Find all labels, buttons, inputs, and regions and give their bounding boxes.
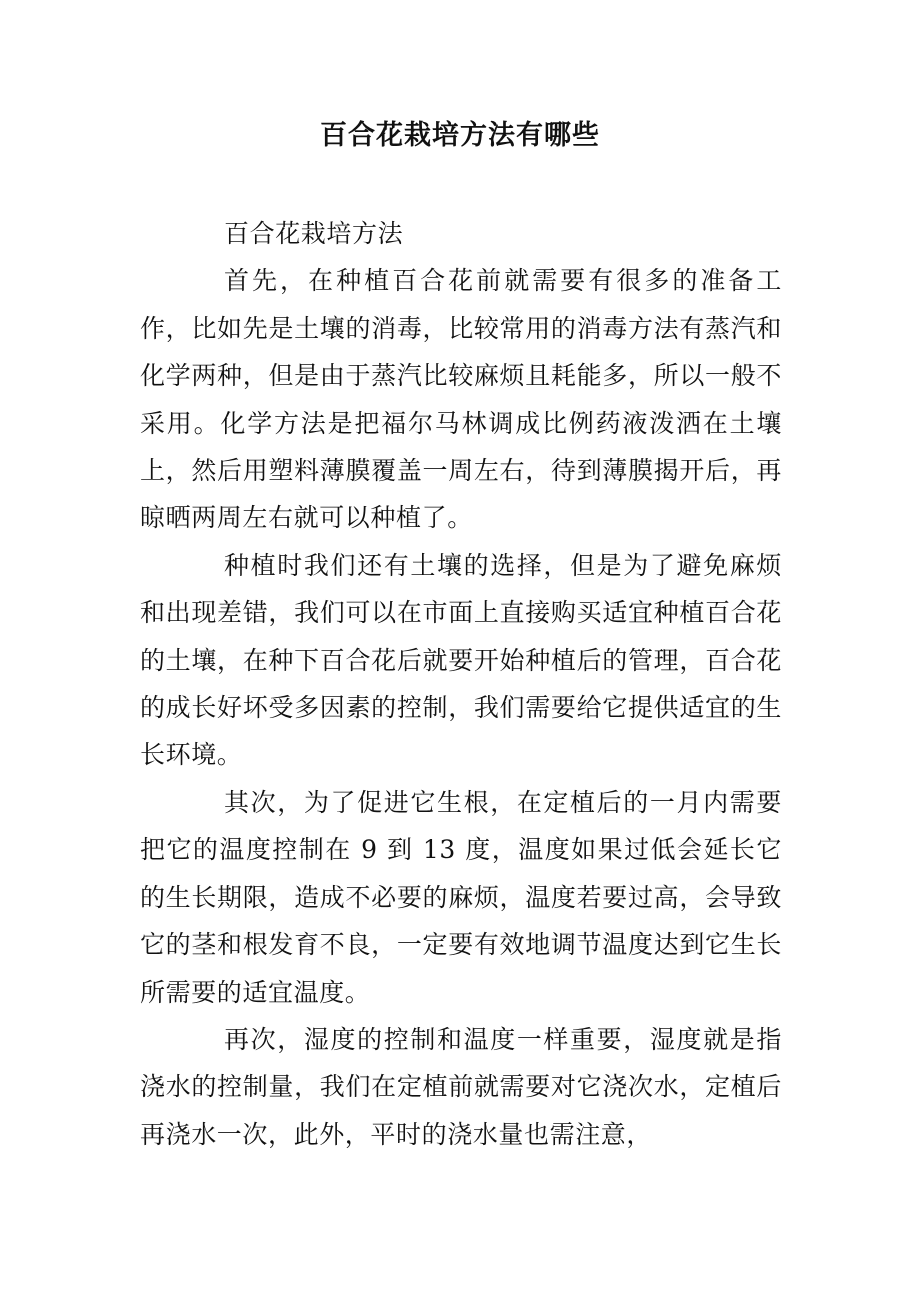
- page-title: 百合花栽培方法有哪些: [320, 120, 600, 151]
- document-body: [140, 210, 782, 1158]
- paragraph-soil-selection: 种植时我们还有土壤的选择，但是为了避免麻烦和出现差错，我们可以在市面上直接购买适宜种植百合花的土壤，在种下百合花后就要开始种植后的管理，百合花的成长好坏受多因素的控制，我们需要给它提供适宜的生长环境。: [140, 550, 782, 770]
- section-heading: 百合花栽培方法: [224, 219, 404, 248]
- paragraph-temperature: 其次，为了促进它生根，在定植后的一月内需要把它的温度控制在 9 到 13 度，温度如果过低会延长它的生长期限，造成不必要的麻烦，温度若要过高，会导致它的茎和根发育不良，一定要有效地调节温度达到它生长所需要的适宜温度。: [140, 787, 782, 1007]
- paragraph-preparation: 首先，在种植百合花前就需要有很多的准备工作，比如先是土壤的消毒，比较常用的消毒方法有蒸汽和化学两种，但是由于蒸汽比较麻烦且耗能多，所以一般不采用。化学方法是把福尔马林调成比例药液泼洒在土壤上，然后用塑料薄膜覆盖一周左右，待到薄膜揭开后，再晾晒两周左右就可以种植了。: [140, 266, 782, 533]
- paragraph-humidity: 再次，湿度的控制和温度一样重要，湿度就是指浇水的控制量，我们在定植前就需要对它浇次水，定植后再浇水一次，此外，平时的浇水量也需注意，: [140, 1024, 782, 1149]
